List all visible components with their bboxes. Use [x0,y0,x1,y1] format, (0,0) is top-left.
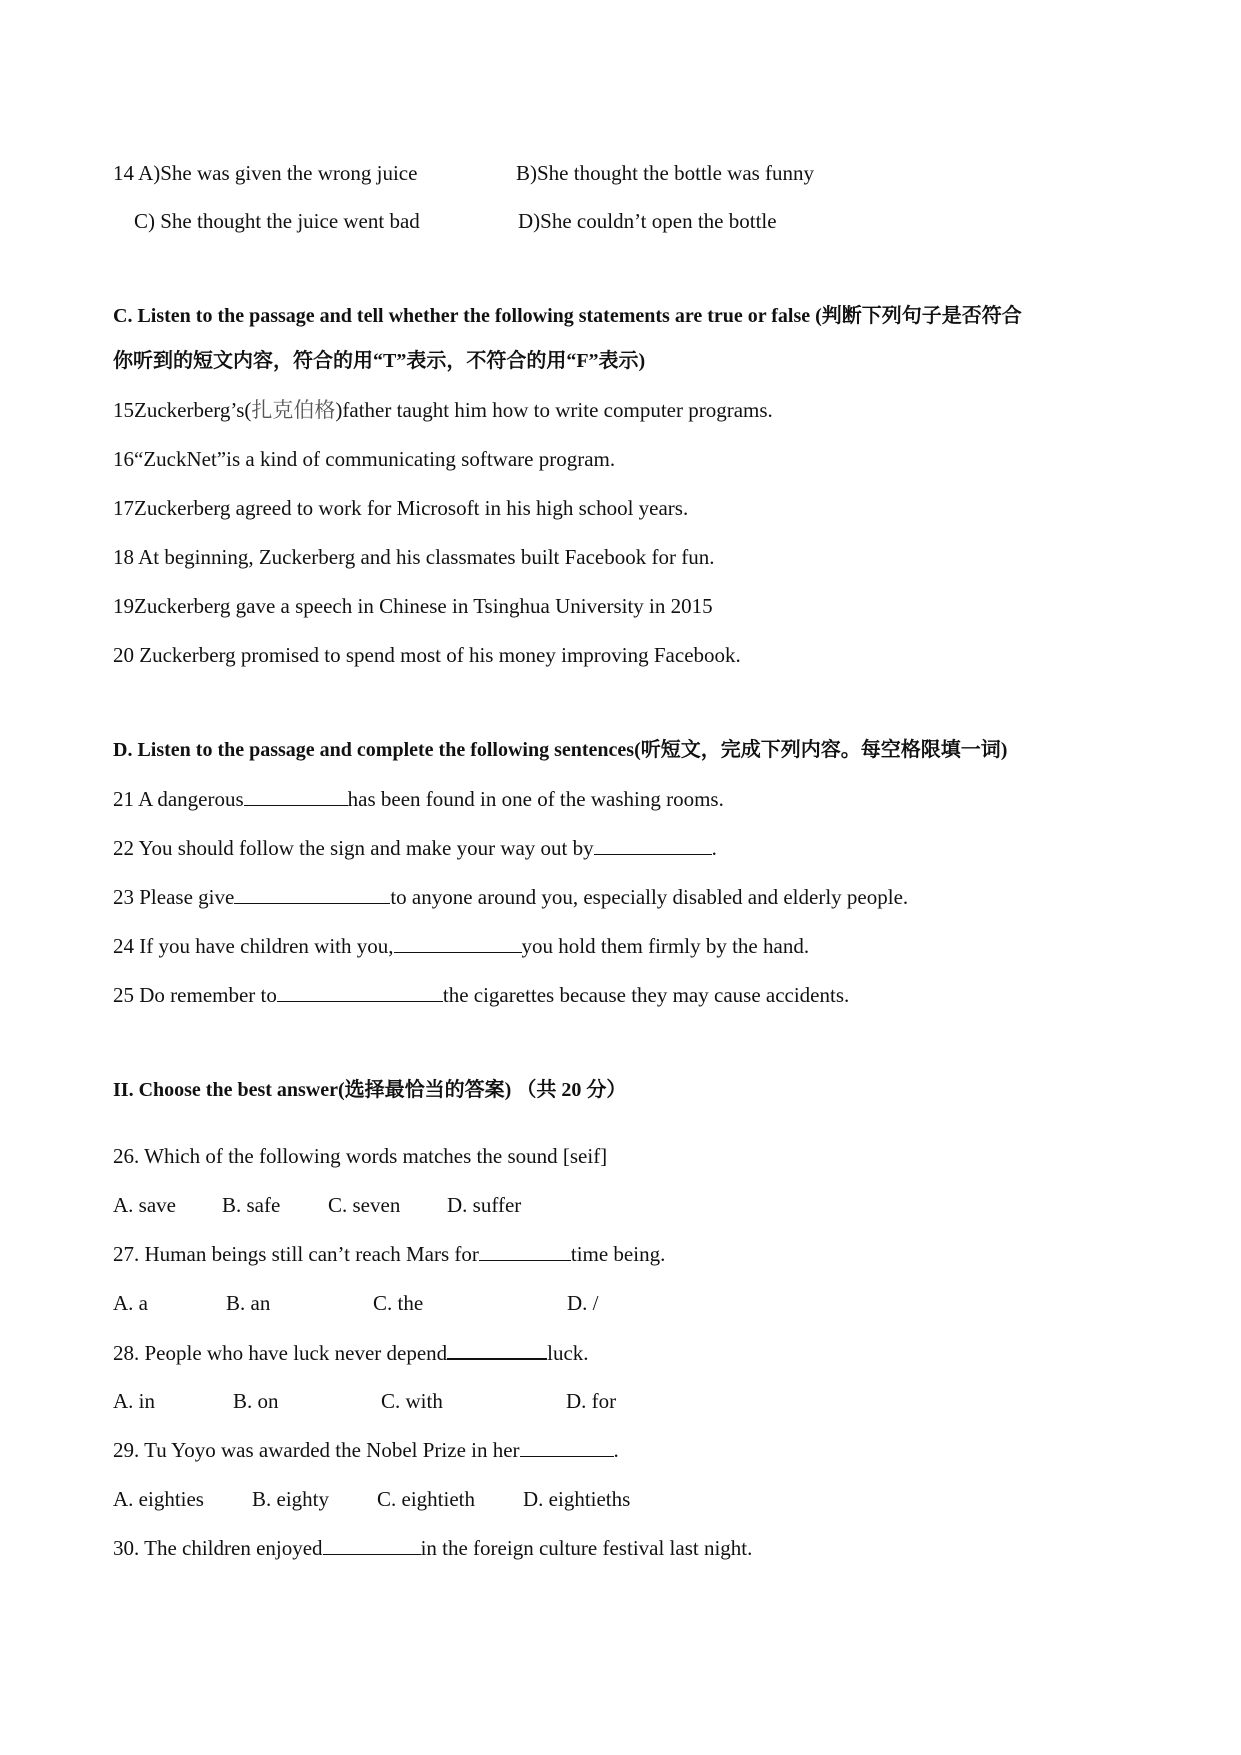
statement-19: 19Zuckerberg gave a speech in Chinese in Tsinghua University in 2015 [113,594,713,618]
q27-option-d: D. / [567,1291,599,1315]
q27-blank[interactable] [479,1240,571,1261]
q28-option-d: D. for [566,1389,617,1413]
q28-option-a: A. in [113,1389,155,1413]
sentence-24-pre: 24 If you have children with you, [113,934,394,958]
q27-pre: 27. Human beings still can’t reach Mars for [113,1242,479,1266]
q14-option-d: D)She couldn’t open the bottle [518,209,777,233]
q14-option-c: C) She thought the juice went bad [134,209,420,233]
answer-blank-23[interactable] [234,883,390,904]
q29-pre: 29. Tu Yoyo was awarded the Nobel Prize in her [113,1438,520,1462]
q14-number: 14 [113,161,134,185]
q28-pre: 28. People who have luck never depend [113,1341,448,1365]
statement-17: 17Zuckerberg agreed to work for Microsoft in his high school years. [113,496,689,520]
q30-pre: 30. The children enjoyed [113,1536,323,1560]
q14-option-b: B)She thought the bottle was funny [516,161,815,185]
section-ii-title: II. Choose the best answer(选择最恰当的答案) （共 20 分） [113,1079,627,1101]
q26-stem: 26. Which of the following words matches the sound [seif] [113,1144,608,1168]
sentence-23-pre: 23 Please give [113,885,235,909]
statement-20: 20 Zuckerberg promised to spend most of his money improving Facebook. [113,643,741,667]
sentence-24-post: you hold them firmly by the hand. [521,934,810,958]
sentence-22-pre: 22 You should follow the sign and make your way out by [113,836,594,860]
sentence-25 [113,981,849,1009]
statement-15-pre: 15Zuckerberg’s( [113,398,252,422]
q30-stem [113,1534,752,1562]
statement-15-chinese: 扎克伯格 [251,398,336,422]
q28-blank[interactable] [447,1338,547,1360]
q27-option-a: A. a [113,1291,148,1315]
statement-16: 16“ZuckNet”is a kind of communicating software program. [113,447,616,471]
q27-option-c: C. the [373,1291,424,1315]
sentence-25-pre: 25 Do remember to [113,983,277,1007]
q26-option-d: D. suffer [447,1193,522,1217]
sentence-21-post: has been found in one of the washing rooms. [347,787,724,811]
q29-stem [113,1436,619,1464]
q28-option-c: C. with [381,1389,443,1413]
q14-label [113,159,417,187]
q26-option-b: B. safe [222,1193,281,1217]
q30-blank[interactable] [323,1534,421,1555]
sentence-23-post: to anyone around you, especially disabled and elderly people. [390,885,909,909]
sentence-21 [113,785,724,813]
answer-blank-21[interactable] [244,785,348,806]
sentence-21-pre: 21 A dangerous [113,787,244,811]
section-c-title-line2: 你听到的短文内容，符合的用“T”表示，不符合的用“F”表示) [113,350,646,372]
sentence-23 [113,883,908,911]
sentence-25-post: the cigarettes because they may cause accidents. [442,983,850,1007]
answer-blank-24[interactable] [394,932,522,953]
q30-post: in the foreign culture festival last night. [420,1536,753,1560]
q26-option-a: A. save [113,1193,176,1217]
answer-blank-22[interactable] [594,834,712,855]
q27-option-b: B. an [226,1291,271,1315]
sentence-22 [113,834,717,862]
answer-blank-25[interactable] [277,981,443,1002]
statement-15-post: )father taught him how to write computer programs. [335,398,773,422]
statement-15 [113,396,773,424]
q29-option-b: B. eighty [252,1487,329,1511]
q27-post: time being. [570,1242,666,1266]
q29-option-a: A. eighties [113,1487,204,1511]
q28-post: luck. [547,1341,589,1365]
sentence-24 [113,932,809,960]
q29-blank[interactable] [520,1436,614,1457]
section-d-title: D. Listen to the passage and complete the following sentences(听短文，完成下列内容。每空格限填一词) [113,739,1008,761]
q29-option-d: D. eightieths [523,1487,631,1511]
q14-option-a: A)She was given the wrong juice [138,161,418,185]
statement-18: 18 At beginning, Zuckerberg and his classmates built Facebook for fun. [113,545,715,569]
q26-option-c: C. seven [328,1193,401,1217]
q29-option-c: C. eightieth [377,1487,475,1511]
q28-stem [113,1338,589,1367]
q29-post: . [613,1438,619,1462]
sentence-22-post: . [711,836,717,860]
section-c-title-line1: C. Listen to the passage and tell whether the following statements are true or false (判断下列句子是否符合 [113,305,1022,327]
q27-stem [113,1240,665,1268]
q28-option-b: B. on [233,1389,279,1413]
